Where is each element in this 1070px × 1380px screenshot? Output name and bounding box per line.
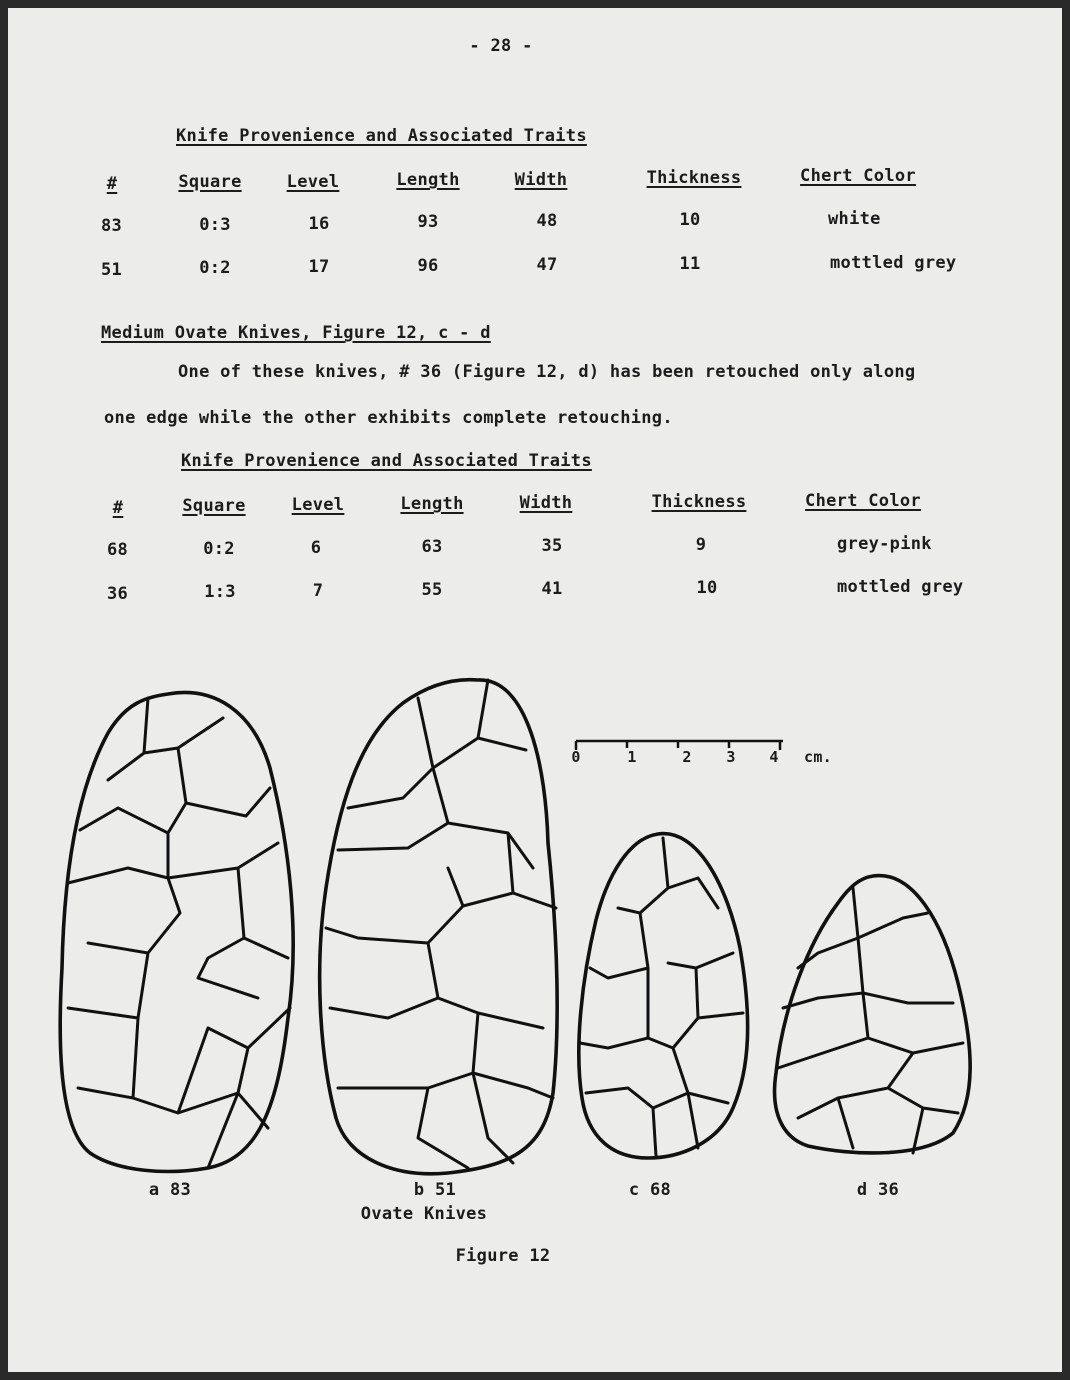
cell-number: 68: [107, 540, 129, 560]
table2-header-thickness: Thickness: [651, 492, 747, 512]
cell-thickness: 9: [695, 535, 707, 555]
figure-label-d: d 36: [856, 1180, 900, 1200]
scale-tick-label: 2: [682, 748, 692, 766]
cell-width: 41: [541, 579, 563, 599]
cell-chert-color: white: [828, 209, 881, 229]
table1-header-square: Square: [178, 172, 242, 192]
cell-length: 93: [417, 212, 439, 232]
figure-label-c: c 68: [628, 1180, 672, 1200]
cell-width: 35: [541, 536, 563, 556]
section-heading: Medium Ovate Knives, Figure 12, c - d: [101, 323, 491, 343]
knife-b-51-drawing: [320, 680, 557, 1174]
cell-square: 0:3: [199, 215, 231, 235]
page-number: - 28 -: [469, 36, 533, 56]
cell-level: 17: [308, 257, 330, 277]
paragraph-line-2: one edge while the other exhibits complete retouching.: [104, 408, 673, 428]
cell-length: 96: [417, 256, 439, 276]
cell-width: 48: [536, 211, 558, 231]
cell-width: 47: [536, 255, 558, 275]
cell-chert-color: mottled grey: [830, 253, 957, 273]
scale-tick-label: 0: [571, 748, 581, 766]
table1-header-thickness: Thickness: [646, 168, 742, 188]
scale-tick-label: 3: [726, 748, 736, 766]
table2-title: Knife Provenience and Associated Traits: [181, 451, 592, 471]
paragraph-line-1: One of these knives, # 36 (Figure 12, d) has been retouched only along: [178, 362, 916, 382]
cell-number: 36: [107, 584, 129, 604]
figure-subtitle: Ovate Knives: [360, 1204, 488, 1224]
table1-header-chert-color: Chert Color: [800, 166, 916, 186]
table2-header-level: Level: [291, 495, 345, 515]
cell-thickness: 10: [696, 578, 718, 598]
cell-thickness: 11: [679, 254, 701, 274]
cell-thickness: 10: [679, 210, 701, 230]
table1-header-level: Level: [286, 172, 340, 192]
table1-header-width: Width: [514, 170, 568, 190]
cell-level: 6: [310, 538, 322, 558]
cell-chert-color: grey-pink: [837, 534, 932, 554]
table2-header-width: Width: [519, 493, 573, 513]
scale-tick-label: 1: [627, 748, 637, 766]
cell-number: 51: [101, 260, 123, 280]
cell-level: 16: [308, 214, 330, 234]
figure-12-drawing: [8, 8, 1062, 1372]
scale-bar: [576, 741, 783, 750]
cell-square: 1:3: [204, 582, 236, 602]
scale-tick-label: 4: [769, 748, 779, 766]
table1-title: Knife Provenience and Associated Traits: [176, 126, 587, 146]
cell-number: 83: [101, 216, 123, 236]
scale-unit: cm.: [804, 748, 832, 766]
table1-header-number: #: [106, 174, 118, 194]
knife-a-83-drawing: [60, 693, 293, 1172]
table1-header-length: Length: [396, 170, 460, 190]
cell-square: 0:2: [199, 258, 231, 278]
knife-d-36-drawing: [775, 876, 971, 1153]
knife-c-68-drawing: [579, 834, 748, 1158]
table2-header-square: Square: [182, 496, 246, 516]
figure-label-b: b 51: [413, 1180, 457, 1200]
cell-chert-color: mottled grey: [837, 577, 964, 597]
document-page: [8, 8, 1062, 1372]
figure-caption: Figure 12: [455, 1246, 551, 1266]
cell-length: 55: [421, 580, 443, 600]
figure-label-a: a 83: [148, 1180, 192, 1200]
table2-header-chert-color: Chert Color: [805, 491, 921, 511]
cell-length: 63: [421, 537, 443, 557]
cell-square: 0:2: [203, 539, 235, 559]
table2-header-length: Length: [400, 494, 464, 514]
cell-level: 7: [312, 581, 324, 601]
table2-header-number: #: [112, 498, 124, 518]
